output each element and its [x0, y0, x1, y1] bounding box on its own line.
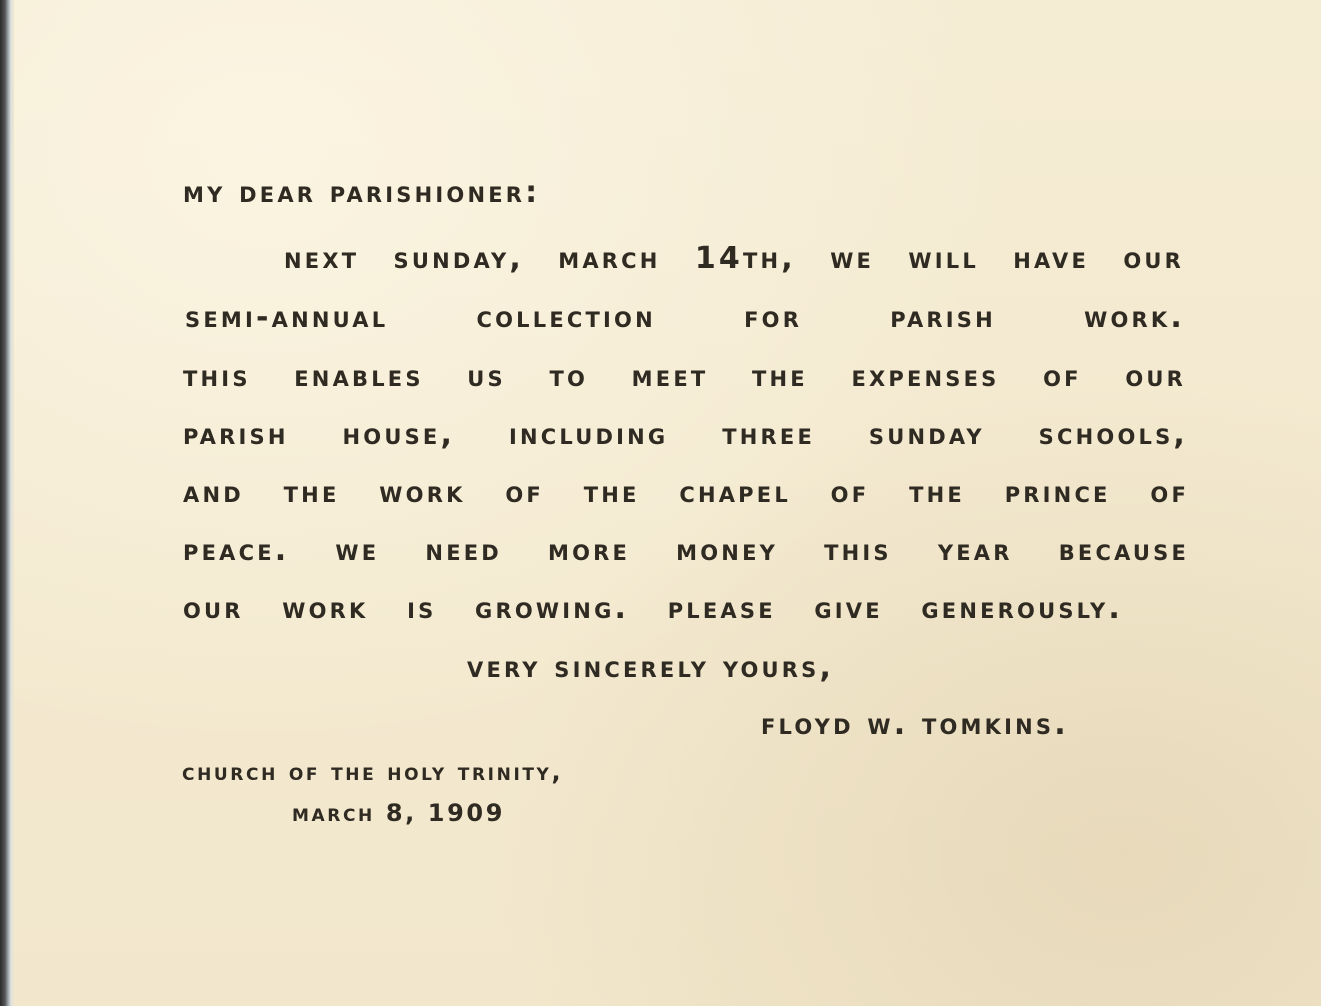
- card-left-edge: [0, 0, 14, 1006]
- signature: floyd w. tomkins.: [761, 707, 1069, 742]
- body-line-4: parish house, including three sunday schools,: [183, 417, 1188, 452]
- body-line-3: this enables us to meet the expenses of our: [183, 359, 1186, 394]
- body-line-7: our work is growing. please give generously.: [183, 591, 1123, 626]
- body-line-1: next sunday, march 14th, we will have our: [284, 241, 1184, 276]
- body-line-2: semi-annual collection for parish work.: [185, 300, 1185, 335]
- body-line-6: peace. we need more money this year because: [183, 533, 1189, 568]
- body-line-5: and the work of the chapel of the prince of: [183, 475, 1189, 510]
- salutation: my dear parishioner:: [183, 175, 541, 210]
- letter-date: march 8, 1909: [292, 799, 505, 827]
- closing: very sincerely yours,: [467, 650, 835, 685]
- church-name: church of the holy trinity,: [182, 758, 564, 786]
